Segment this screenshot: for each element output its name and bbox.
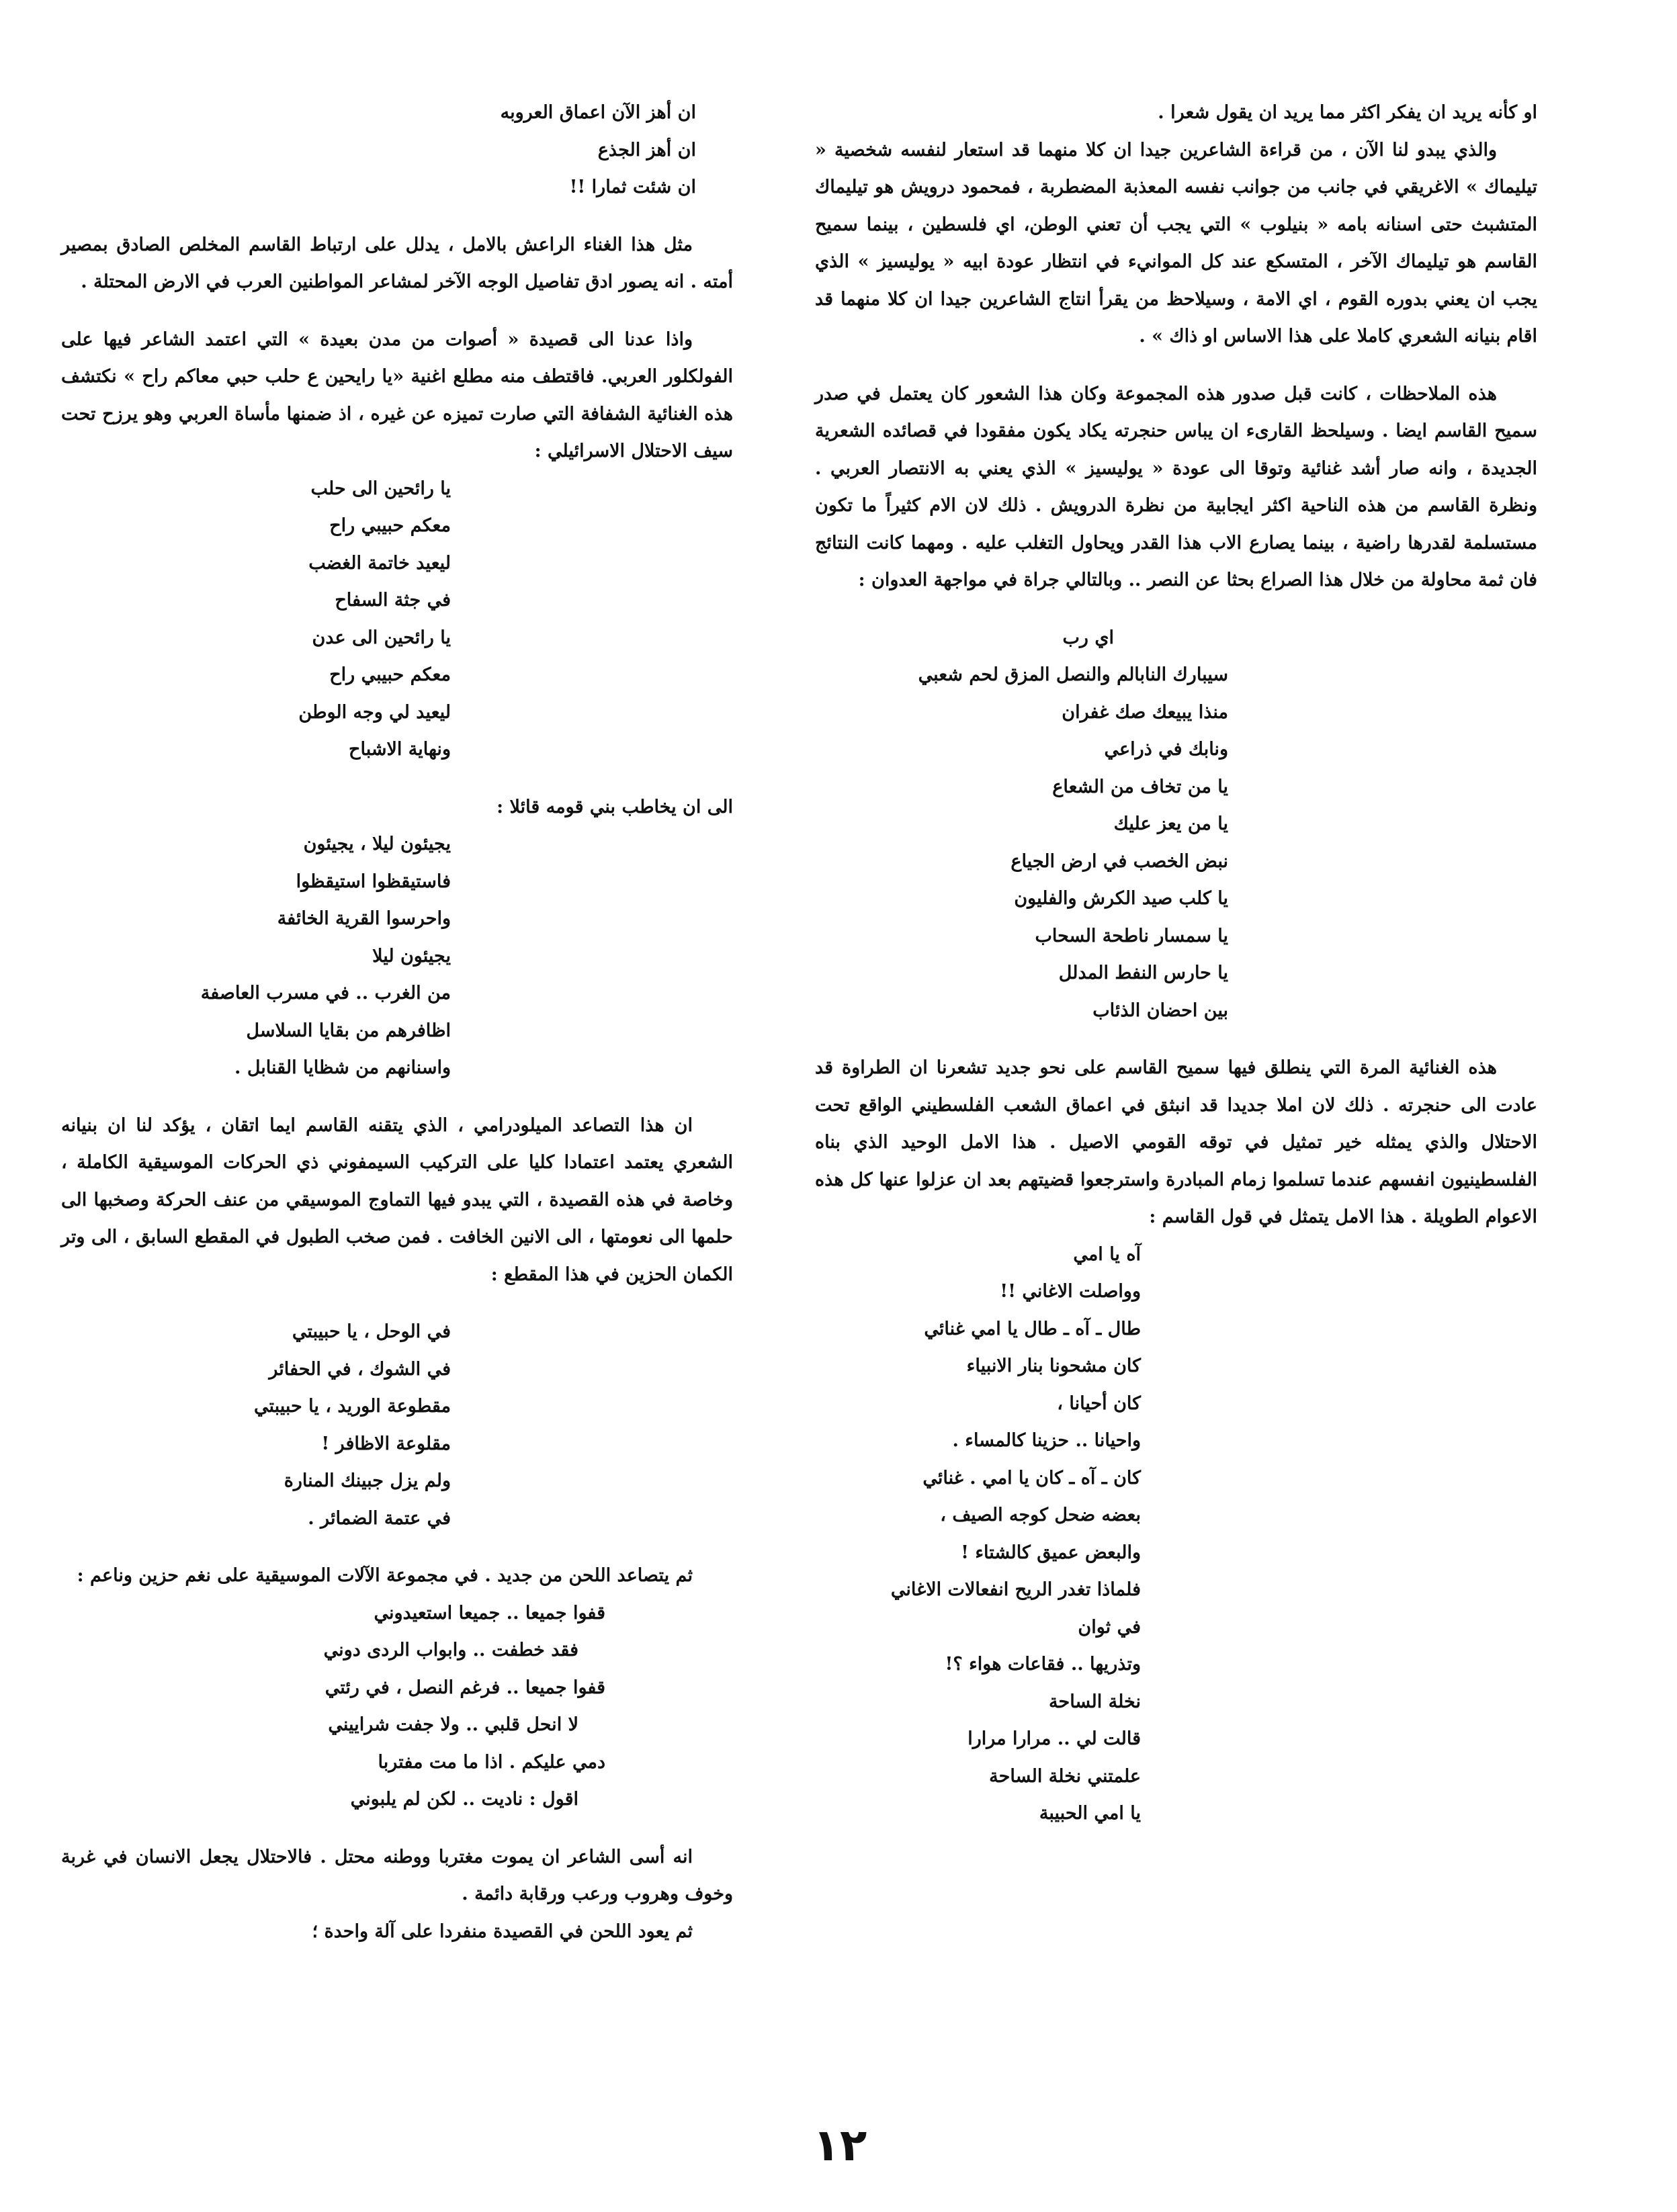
- poem-line: ان أهز الآن اعماق العروبه: [500, 102, 696, 123]
- poem-line: نبض الخصب في ارض الجياع: [1010, 850, 1228, 872]
- paragraph: الى ان يخاطب بني قومه قائلا :: [497, 796, 733, 817]
- poem-line: يا امي الحبيبة: [1039, 1803, 1141, 1824]
- poem-line: فقد خطفت .. وابواب الردى دوني: [323, 1640, 578, 1661]
- poem-line: يا حارس النفط المدلل: [1058, 963, 1228, 983]
- poem-line: قالت لي .. مرارا مرارا: [968, 1728, 1141, 1749]
- poem-line: معكم حبيبي راح: [329, 515, 451, 536]
- poem-line: منذا يبيعك صك غفران: [1062, 701, 1228, 723]
- poem-line: فلماذا تغدر الريح انفعالات الاغاني: [890, 1579, 1141, 1600]
- poem-line: اي رب: [1062, 627, 1114, 648]
- poem-line: نخلة الساحة: [1049, 1691, 1141, 1712]
- paragraph: واذا عدنا الى قصيدة « أصوات من مدن بعيدة » التي اعتمد الشاعر فيها على الفولكلور العربي. فاقتطف منه مطلع اغنية «يا رايحين ع حلب حبي معاكم راح » نكتشف هذه الغنائية الشفافة التي صارت تميزه عن غيره ، اذ ضمنها مأساة العربي وهو يرزح تحت سيف الاحتلال الاسرائيلي :: [61, 328, 733, 461]
- poem-line: فاستيقظوا استيقظوا: [296, 871, 451, 892]
- poem-line: مقطوعة الوريد ، يا حبيبتي: [253, 1396, 451, 1417]
- poem-line: واحرسوا القرية الخائفة: [277, 908, 451, 929]
- poem-line: ان شئت ثمارا !!: [569, 177, 696, 197]
- poem-line: ليعيد لي وجه الوطن: [298, 701, 451, 723]
- poem-line: في الوحل ، يا حبيبتي: [292, 1321, 451, 1342]
- poem-stanza: [61, 826, 733, 1087]
- poem-line: ليعيد خاتمة الغضب: [308, 552, 451, 574]
- poem-line: يجيئون ليلا ، يجيئون: [303, 834, 451, 854]
- poem-line: واسنانهم من شظايا القنابل .: [234, 1057, 451, 1078]
- poem-line: ولم يزل جبينك المنارة: [284, 1470, 451, 1491]
- poem-line: يا رائحين الى حلب: [310, 478, 451, 499]
- paragraph: والذي يبدو لنا الآن ، من قراءة الشاعرين جيدا ان كلا منهما قد استعار لنفسه شخصية « تيليماك » الاغريقي في جانب من جوانب نفسه المعذبة المضطربة ، فمحمود درويش هو تيليماك المتشبث حتى اسنانه بامه « بنيلوب » التي يجب أن تعني الوطن، اي فلسطين ، بينما سميح القاسم هو تيليماك الآخر ، المتسكع عند كل الموانيء في انتظار عودة ابيه « يوليسيز » الذي يجب ان يعني بدوره القوم ، اي الامة ، وسيلاحظ من يقرأ انتاج الشاعرين جيدا ان كلا منهما قد اقام بنيانه الشعري كاملا على هذا الاساس او ذاك » .: [815, 139, 1537, 347]
- poem-line: علمتني نخلة الساحة: [989, 1765, 1141, 1787]
- poem-line: قفوا جميعا .. جميعا استعيدوني: [374, 1602, 605, 1624]
- poem-line: معكم حبيبي راح: [329, 664, 451, 685]
- poem-line: اظافرهم من بقايا السلاسل: [246, 1020, 451, 1041]
- poem-line: في عتمة الضمائر .: [308, 1507, 451, 1529]
- poem-line: والبعض عميق كالشتاء !: [961, 1542, 1141, 1563]
- poem-stanza: [61, 1595, 733, 1818]
- poem-line: يا من تخاف من الشعاع: [1052, 776, 1228, 797]
- poem-line: كان مشحونا بنار الانبياء: [966, 1356, 1141, 1376]
- poem-line: قفوا جميعا .. فرغم النصل ، في رئتي: [325, 1677, 605, 1698]
- poem-line: بعضه ضحل كوجه الصيف ،: [940, 1505, 1141, 1525]
- poem-line: كان ـ آه ـ كان يا امي . غنائي: [922, 1467, 1141, 1489]
- poem-stanza: [61, 1313, 733, 1537]
- poem-line: يجيئون ليلا: [372, 945, 451, 967]
- paragraph: انه أسى الشاعر ان يموت مغتربا ووطنه محتل . فالاحتلال يجعل الانسان في غربة وخوف وهروب ورعب ورقابة دائمة .: [61, 1846, 733, 1904]
- poem-stanza: [61, 94, 733, 206]
- poem-line: من الغرب .. في مسرب العاصفة: [200, 983, 451, 1004]
- poem-line: ونابك في ذراعي: [1104, 739, 1228, 760]
- poem-line: ونهاية الاشباح: [349, 739, 451, 760]
- poem-line: وتذريها .. فقاعات هواء ؟!: [945, 1654, 1141, 1675]
- page-number: ١٢: [812, 2119, 867, 2171]
- poem-stanza: [815, 619, 1537, 1030]
- paragraph: او كأنه يريد ان يفكر اكثر مما يريد ان يقول شعرا .: [1158, 102, 1537, 123]
- poem-line: مقلوعة الاظافر !: [321, 1433, 451, 1454]
- poem-line: يا رائحين الى عدن: [312, 627, 451, 648]
- poem-line: آه يا امي: [1073, 1243, 1141, 1265]
- paragraph: ان هذا التصاعد الميلودرامي ، الذي يتقنه القاسم ايما اتقان ، يؤكد لنا ان بنيانه الشعري يعتمد اعتمادا كليا على التركيب السيمفوني ذي الحركات الموسيقية الكاملة ، وخاصة في هذه القصيدة ، التي يبدو فيها التماوج الموسيقي من عنف الحركة وصخبها الى حلمها الى نعومتها ، الى الانين الخافت . فمن صخب الطبول في المقطع السابق ، الى وتر الكمان الحزين في هذا المقطع :: [61, 1114, 733, 1285]
- poem-line: سيبارك النابالم والنصل المزق لحم شعبي: [918, 664, 1228, 685]
- poem-line: في ثوان: [1078, 1616, 1141, 1638]
- poem-stanza: [61, 470, 733, 768]
- poem-line: يا كلب صيد الكرش والفليون: [1014, 888, 1228, 909]
- poem-line: يا سمسار ناطحة السحاب: [1035, 925, 1228, 946]
- poem-line: واحيانا .. حزينا كالمساء .: [952, 1430, 1141, 1451]
- poem-stanza: [815, 1236, 1537, 1832]
- poem-line: ان أهز الجذع: [597, 139, 696, 161]
- paragraph: هذه الغنائية المرة التي ينطلق فيها سميح القاسم على نحو جديد تشعرنا ان الطراوة قد عادت الى حنجرته . ذلك لان املا جديدا قد انبثق في اعماق الشعب الفلسطيني الواقع تحت الاحتلال والذي يمثله خير تمثيل في توقه القومي الاصيل . هذا الامل الوحيد الذي بناه الفلسطينيون انفسهم عندما تسلموا زمام المبادرة واسترجعوا قضيتهم بعد ان عزلوا عنها كل هذه الاعوام الطويلة . هذا الامل يتمثل في قول القاسم :: [815, 1057, 1537, 1227]
- poem-line: لا انحل قلبي .. ولا جفت شراييني: [328, 1714, 578, 1735]
- poem-line: بين احضان الذئاب: [1092, 1000, 1228, 1021]
- poem-line: اقول : ناديت .. لكن لم يلبوني: [350, 1789, 578, 1810]
- paragraph: هذه الملاحظات ، كانت قبل صدور هذه المجموعة وكان هذا الشعور كان يعتمل في صدر سميح القاسم ايضا . وسيلحظ القارىء ان يباس حنجرته يكاد يكون مفقودا في قصائده الشعرية الجديدة ، وانه صار أشد غنائية وتوقا الى عودة « يوليسيز » الذي يعني به الانتصار العربي . ونظرة القاسم من هذه الناحية اكثر ايجابية من نظرة الدرويش . ذلك لان الام كثيراً ما تكون مستسلمة لقدرها راضية ، بينما يصارع الاب هذا القدر ويحاول التغلب عليه . ومهما كانت النتائج فان ثمة محاولة من خلال هذا الصراع بحثا عن النصر .. وبالتالي جراة في مواجهة العدوان :: [815, 383, 1537, 590]
- poem-line: وواصلت الاغاني !!: [1000, 1281, 1141, 1302]
- poem-line: كان أحيانا ،: [1057, 1392, 1141, 1414]
- right-column: [815, 94, 1537, 1832]
- poem-line: طال ـ آه ـ طال يا امي غنائي: [924, 1318, 1141, 1339]
- poem-line: في جثة السفاح: [335, 590, 451, 611]
- left-column: [61, 94, 733, 1950]
- paragraph: ثم يتصاعد اللحن من جديد . في مجموعة الآلات الموسيقية على نغم حزين وناعم :: [77, 1565, 693, 1586]
- paragraph: ثم يعود اللحن في القصيدة منفردا على آلة واحدة ؛: [312, 1920, 693, 1942]
- paragraph: مثل هذا الغناء الراعش بالامل ، يدلل على ارتباط القاسم المخلص الصادق بمصير أمته . انه يصور ادق تفاصيل الوجه الآخر لمشاعر المواطنين العرب في الارض المحتلة .: [61, 234, 733, 292]
- poem-line: في الشوك ، في الحفائر: [269, 1358, 451, 1380]
- poem-line: دمي عليكم . اذا ما مت مفتربا: [378, 1751, 605, 1773]
- poem-line: يا من يعز عليك: [1113, 813, 1228, 834]
